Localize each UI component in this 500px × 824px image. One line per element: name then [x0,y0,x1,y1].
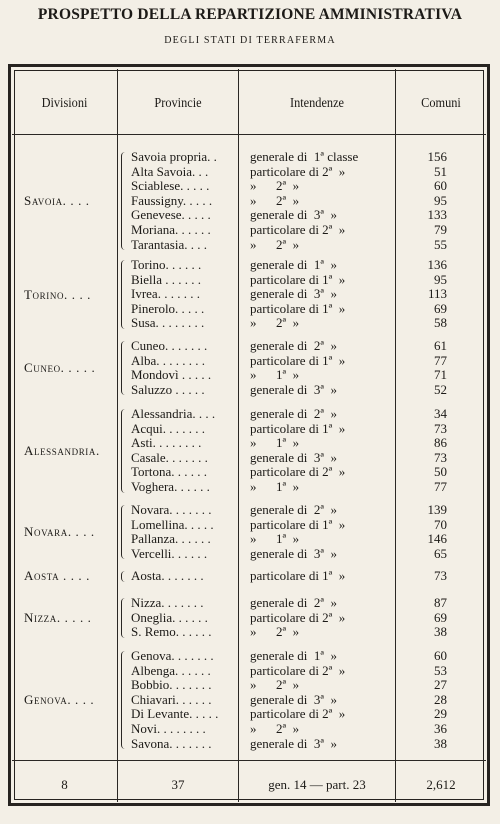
provincia-cell: Novara. . . . . . . [131,502,212,517]
intendenza-cell: generale di 1ª » [250,257,337,272]
comuni-cell: 156 [427,149,447,164]
provincia-cell: Nizza. . . . . . . [131,595,204,610]
intendenza-cell: generale di 3ª » [250,286,337,302]
comuni-cell: 55 [434,236,447,252]
provincia-cell: Alba. . . . . . . . [131,352,206,368]
total-intendenze: gen. 14 — part. 23 [268,777,366,792]
comuni-cell: 95 [434,271,447,287]
intendenza-cell: particolare di 2ª » [250,464,346,480]
provincia-cell: Genevese. . . . . [131,207,211,223]
intendenza-cell: » 2ª » [250,677,300,693]
intendenza-cell: particolare di 2ª » [250,222,346,237]
provincia-cell: Cuneo. . . . . . . [131,338,208,353]
comuni-cell: 38 [434,735,447,751]
intendenza-cell: generale di 3ª » [250,449,337,465]
intendenza-cell: particolare di 2ª » [250,662,346,678]
provincia-cell: Savona. . . . . . . [131,735,212,751]
intendenza-cell: generale di 3ª » [250,207,337,223]
intendenza-cell: particolare di 1ª » [250,300,346,316]
column-divider-1 [117,69,118,802]
comuni-cell: 139 [427,502,447,517]
total-comuni: 2,612 [426,777,456,792]
division-name: Cuneo. . . . . [24,360,96,376]
division-brace [121,409,128,493]
intendenza-cell: generale di 2ª » [250,595,337,610]
provincia-cell: Faussigny. . . . . [131,192,213,208]
division-name: Alessandria. [24,442,100,458]
division-brace [121,260,128,329]
provincia-cell: Moriana. . . . . . [131,222,211,237]
division-brace [121,152,128,250]
provincia-cell: S. Remo. . . . . . [131,624,212,640]
provincia-cell: Susa. . . . . . . . [131,315,205,331]
comuni-cell: 53 [434,662,447,678]
provincia-cell: Oneglia. . . . . . [131,609,208,625]
comuni-cell: 69 [434,609,447,625]
provincia-cell: Sciablese. . . . . [131,178,210,194]
intendenza-cell: generale di 1ª » [250,648,337,663]
comuni-cell: 146 [427,531,447,547]
comuni-cell: 113 [427,286,447,302]
provincia-cell: Pinerolo. . . . . [131,300,205,316]
provincia-cell: Tortona. . . . . . [131,464,207,480]
division-brace [121,505,128,559]
division-name: Novara. . . . [24,524,95,540]
provincia-cell: Bobbio. . . . . . . [131,677,212,693]
intendenza-cell: particolare di 1ª » [250,271,346,287]
comuni-cell: 69 [434,300,447,316]
intendenza-cell: generale di 3ª » [250,735,337,751]
header-provincie: Provincie [154,96,202,111]
comuni-cell: 136 [427,257,447,272]
division-name: Savoia. . . . [24,193,90,209]
comuni-cell: 29 [434,706,447,722]
intendenza-cell: particolare di 2ª » [250,706,346,722]
comuni-cell: 58 [434,315,447,331]
provincia-cell: Biella . . . . . . [131,271,202,287]
header-divisioni: Divisioni [41,96,88,111]
provincia-cell: Albenga. . . . . . [131,662,211,678]
comuni-cell: 79 [434,222,447,237]
intendenza-cell: generale di 2ª » [250,502,337,517]
provincia-cell: Torino. . . . . . [131,257,202,272]
division-name: Nizza. . . . . [24,609,92,625]
comuni-cell: 36 [434,721,447,736]
provincia-cell: Lomellina. . . . . [131,516,214,532]
provincia-cell: Novi. . . . . . . . [131,721,206,736]
comuni-cell: 61 [434,338,447,353]
comuni-cell: 60 [434,178,447,194]
provincia-cell: Genova. . . . . . . [131,648,214,663]
division-brace [121,341,128,395]
intendenza-cell: particolare di 2ª » [250,163,346,179]
comuni-cell: 86 [434,435,447,451]
comuni-cell: 71 [434,367,447,383]
intendenza-cell: » 2ª » [250,236,300,252]
division-brace [121,598,128,638]
provincia-cell: Savoia propria. . [131,149,217,164]
intendenza-cell: particolare di 2ª » [250,609,346,625]
intendenza-cell: » 2ª » [250,721,300,736]
header-divider [12,134,486,135]
provincia-cell: Mondovì . . . . . [131,367,212,383]
comuni-cell: 34 [434,406,447,421]
intendenza-cell: » 2ª » [250,624,300,640]
comuni-cell: 60 [434,648,447,663]
comuni-cell: 27 [434,677,447,693]
total-divisioni: 8 [61,777,68,792]
header-intendenze: Intendenze [289,96,345,111]
intendenza-cell: generale di 3ª » [250,381,337,397]
comuni-cell: 77 [434,479,447,494]
comuni-cell: 65 [434,545,447,561]
footer-divider [12,760,486,761]
page-title: PROSPETTO DELLA REPARTIZIONE AMMINISTRATIVA [37,6,463,23]
comuni-cell: 52 [434,381,447,397]
intendenza-cell: » 1ª » [250,367,300,383]
provincia-cell: Vercelli. . . . . . [131,545,208,561]
comuni-cell: 70 [434,516,447,532]
provincia-cell: Di Levante. . . . . [131,706,219,722]
comuni-cell: 133 [427,207,447,223]
intendenza-cell: » 1ª » [250,479,300,494]
comuni-cell: 73 [434,449,447,465]
division-name: Torino. . . . [24,286,91,302]
comuni-cell: 87 [434,595,447,610]
provincia-cell: Casale. . . . . . . [131,449,208,465]
intendenza-cell: particolare di 1ª » [250,516,346,532]
provincia-cell: Acqui. . . . . . . [131,420,206,436]
intendenza-cell: generale di 3ª » [250,545,337,561]
intendenza-cell: » 1ª » [250,531,300,547]
provincia-cell: Saluzzo . . . . . [131,381,205,397]
provincia-cell: Voghera. . . . . . [131,479,210,494]
comuni-cell: 28 [434,691,447,707]
comuni-cell: 51 [434,163,447,179]
intendenza-cell: » 2ª » [250,192,300,208]
division-name: Genova. . . . [24,692,95,708]
comuni-cell: 95 [434,192,447,208]
intendenza-cell: particolare di 1ª » [250,568,346,583]
intendenza-cell: particolare di 1ª » [250,420,346,436]
intendenza-cell: generale di 2ª » [250,406,337,421]
comuni-cell: 73 [434,420,447,436]
intendenza-cell: generale di 3ª » [250,691,337,707]
comuni-cell: 50 [434,464,447,480]
division-brace [121,651,128,749]
provincia-cell: Chiavari. . . . . . [131,691,212,707]
division-name: Aosta . . . . [24,568,90,584]
page-subtitle: DEGLI STATI DI TERRAFERMA [164,35,336,46]
provincia-cell: Alessandria. . . . [131,406,216,421]
intendenza-cell: particolare di 1ª » [250,352,346,368]
header-comuni: Comuni [421,96,461,111]
intendenza-cell: generale di 2ª » [250,338,337,353]
provincia-cell: Aosta. . . . . . . [131,568,204,583]
provincia-cell: Asti. . . . . . . . [131,435,202,451]
comuni-cell: 38 [434,624,447,640]
intendenza-cell: » 2ª » [250,178,300,194]
intendenza-cell: » 2ª » [250,315,300,331]
comuni-cell: 77 [434,352,447,368]
column-divider-2 [238,69,239,802]
intendenza-cell: » 1ª » [250,435,300,451]
comuni-cell: 73 [434,568,447,583]
provincia-cell: Alta Savoia. . . [131,163,209,179]
provincia-cell: Tarantasia. . . . [131,236,207,252]
division-brace [121,571,128,582]
total-provincie: 37 [171,777,185,792]
provincia-cell: Pallanza. . . . . . [131,531,211,547]
intendenza-cell: generale di 1ª classe [250,149,359,164]
provincia-cell: Ivrea. . . . . . . [131,286,200,302]
